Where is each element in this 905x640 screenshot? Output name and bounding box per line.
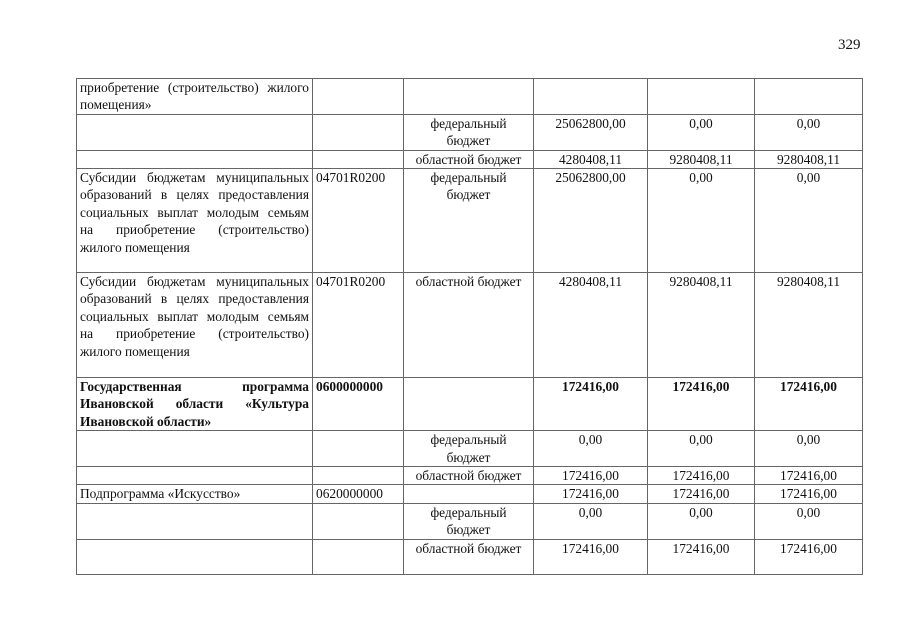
- budget-code-cell: [313, 150, 404, 168]
- amount-year1-cell: [534, 79, 648, 115]
- amount-year3-cell: 172416,00: [755, 485, 863, 503]
- table-row: [77, 378, 863, 431]
- budget-code-cell: [313, 79, 404, 115]
- amount-year3-cell: [755, 79, 863, 115]
- page-number: 329: [838, 37, 861, 53]
- amount-year2-cell: 9280408,11: [648, 150, 755, 168]
- budget-code-cell: 04701R0200: [313, 169, 404, 273]
- amount-year2-cell: 172416,00: [648, 485, 755, 503]
- amount-year2-cell: 0,00: [648, 431, 755, 467]
- amount-year3-cell: 172416,00: [755, 467, 863, 485]
- amount-year1-cell: 172416,00: [534, 467, 648, 485]
- amount-year3-cell: 0,00: [755, 169, 863, 273]
- table-row: [77, 485, 863, 503]
- amount-year1-cell: 4280408,11: [534, 150, 648, 168]
- budget-code-cell: 0600000000: [313, 378, 404, 431]
- amount-year3-cell: 0,00: [755, 431, 863, 467]
- funding-source-cell: [404, 485, 534, 503]
- amount-year2-cell: 172416,00: [648, 467, 755, 485]
- amount-year1-cell: 0,00: [534, 431, 648, 467]
- funding-source-cell: федеральный бюджет: [404, 503, 534, 539]
- budget-table: [76, 78, 863, 575]
- table-row: [77, 539, 863, 574]
- table-row: [77, 467, 863, 485]
- program-name-cell: [77, 503, 313, 539]
- table-row: [77, 150, 863, 168]
- amount-year1-cell: 172416,00: [534, 485, 648, 503]
- amount-year3-cell: 172416,00: [755, 378, 863, 431]
- funding-source-cell: федеральный бюджет: [404, 169, 534, 273]
- table-row: [77, 169, 863, 273]
- table-row: [77, 431, 863, 467]
- table-row: [77, 114, 863, 150]
- budget-code-cell: [313, 431, 404, 467]
- table-row: [77, 79, 863, 115]
- amount-year2-cell: 172416,00: [648, 539, 755, 574]
- program-name-cell: Субсидии бюджетам муниципальных образований в целях предоставления социальных выплат молодым семьям на приобретение (строительство) жилого помещения: [77, 169, 313, 273]
- funding-source-cell: федеральный бюджет: [404, 431, 534, 467]
- table-row: [77, 503, 863, 539]
- amount-year2-cell: 0,00: [648, 114, 755, 150]
- amount-year2-cell: [648, 79, 755, 115]
- amount-year3-cell: 9280408,11: [755, 150, 863, 168]
- funding-source-cell: областной бюджет: [404, 150, 534, 168]
- amount-year3-cell: 0,00: [755, 114, 863, 150]
- funding-source-cell: [404, 378, 534, 431]
- table-row: [77, 273, 863, 378]
- program-name-cell: Подпрограмма «Искусство»: [77, 485, 313, 503]
- program-name-cell: [77, 114, 313, 150]
- amount-year2-cell: 0,00: [648, 169, 755, 273]
- program-name-cell: [77, 431, 313, 467]
- amount-year2-cell: 172416,00: [648, 378, 755, 431]
- budget-code-cell: [313, 503, 404, 539]
- program-name-cell: [77, 467, 313, 485]
- funding-source-cell: областной бюджет: [404, 467, 534, 485]
- amount-year3-cell: 172416,00: [755, 539, 863, 574]
- amount-year1-cell: 172416,00: [534, 378, 648, 431]
- funding-source-cell: областной бюджет: [404, 273, 534, 378]
- budget-code-cell: 0620000000: [313, 485, 404, 503]
- amount-year1-cell: 172416,00: [534, 539, 648, 574]
- program-name-cell: Субсидии бюджетам муниципальных образований в целях предоставления социальных выплат молодым семьям на приобретение (строительство) жилого помещения: [77, 273, 313, 378]
- funding-source-cell: областной бюджет: [404, 539, 534, 574]
- amount-year1-cell: 25062800,00: [534, 114, 648, 150]
- program-name-cell: [77, 539, 313, 574]
- program-name-cell: Государственная программа Ивановской области «Культура Ивановской области»: [77, 378, 313, 431]
- program-name-cell: приобретение (строительство) жилого помещения»: [77, 79, 313, 115]
- budget-code-cell: [313, 539, 404, 574]
- amount-year1-cell: 0,00: [534, 503, 648, 539]
- funding-source-cell: федеральный бюджет: [404, 114, 534, 150]
- amount-year1-cell: 4280408,11: [534, 273, 648, 378]
- amount-year2-cell: 9280408,11: [648, 273, 755, 378]
- amount-year3-cell: 0,00: [755, 503, 863, 539]
- amount-year2-cell: 0,00: [648, 503, 755, 539]
- funding-source-cell: [404, 79, 534, 115]
- budget-code-cell: [313, 114, 404, 150]
- budget-code-cell: [313, 467, 404, 485]
- amount-year1-cell: 25062800,00: [534, 169, 648, 273]
- budget-code-cell: 04701R0200: [313, 273, 404, 378]
- amount-year3-cell: 9280408,11: [755, 273, 863, 378]
- program-name-cell: [77, 150, 313, 168]
